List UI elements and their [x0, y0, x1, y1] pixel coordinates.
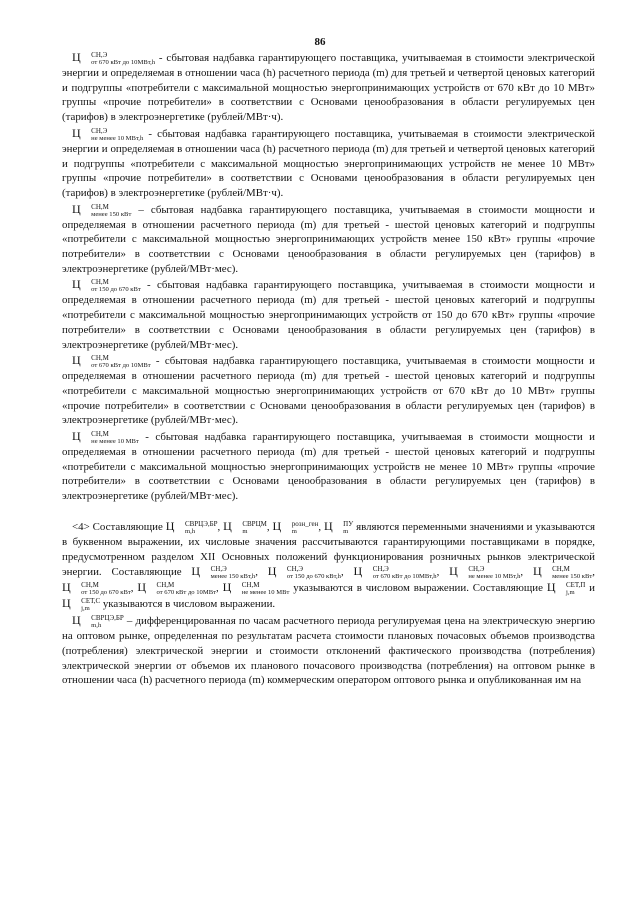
symbol-base: Ц — [62, 596, 71, 611]
symbol-base: Ц — [222, 580, 232, 595]
symbol-subscript: от 670 кВт до 10МВт — [156, 589, 216, 597]
symbol-base: Ц — [137, 580, 147, 595]
symbol-subscript: от 670 кВт до 10МВт,h — [91, 59, 156, 66]
symbol-indices — [147, 582, 216, 596]
symbol-subscript: от 150 до 670 кВт — [91, 286, 141, 294]
definition-paragraph — [62, 277, 595, 352]
symbol-subscript: менее 150 кВт,h — [210, 573, 256, 581]
symbol-indices — [81, 615, 124, 629]
symbol-subscript: не менее 10 МВт — [91, 438, 139, 446]
symbol-subscript: m — [343, 527, 349, 535]
symbol-subscript: m — [242, 527, 248, 535]
symbol-base: Ц — [191, 564, 201, 579]
footnote-text: указываются в числовом выражении. — [100, 598, 276, 611]
symbol-base: Ц — [72, 429, 81, 444]
symbol-superscript: СЕТ,П — [565, 581, 586, 590]
symbol-base: Ц — [546, 580, 556, 595]
paragraph-text: - сбытовая надбавка гарантирующего поставщика, учитываемая в стоимости электрической энергии и определяемая в отношении часа (h) расчетного периода (m) для третьей и четвертой ценовых категорий и подгруппы «потребители с максимальной мощностью энергопринимающих устройств от 670 кВт до 10 МВт» группы «прочие потребители» в соответствии с Основами ценообразования в области регулируемых цен (тарифов) в электроэнергетике (рублей/МВт·ч). — [62, 52, 595, 124]
symbol-base: Ц — [449, 564, 458, 579]
paragraph-text: - сбытовая надбавка гарантирующего поставщика, учитываемая в стоимости мощности и определяемая в отношении расчетного периода (m) для третьей - шестой ценовых категорий и подгруппы «потребители с максимальной мощностью энергопринимающих устройств от 670 кВт до 10 МВт» группы «прочие потребители» в соответствии с Основами ценообразования в области регулируемых цен (тарифов) в электроэнергетике (рублей/МВт·мес). — [62, 355, 595, 427]
symbol-superscript: ПУ — [343, 519, 354, 528]
formula-symbol — [449, 564, 521, 581]
symbol-base: Ц — [72, 353, 81, 368]
symbol-indices — [277, 566, 341, 580]
symbol-superscript: розн_ген — [291, 519, 319, 528]
footnote-text: являются переменными значениями и указываются в буквенном выражении, их числовые значения рассчитываются гарантирующими поставщиками в порядке, предусмотренном разделом XII Основных положений функционирования розничных рынков электрической энергии. Составляющие — [62, 520, 596, 579]
symbol-subscript: от 670 кВт до 10МВт — [91, 362, 151, 370]
symbol-indices — [458, 566, 520, 580]
page-body — [62, 50, 595, 689]
symbol-superscript: СН,М — [91, 202, 109, 211]
symbol-superscript: СН,М — [91, 430, 109, 439]
symbol-indices — [363, 566, 437, 580]
symbol-superscript: СН,М — [241, 581, 260, 590]
paragraph-text: - сбытовая надбавка гарантирующего поставщика, учитываемая в стоимости мощности и определяемая в отношении расчетного периода (m) для третьей - шестой ценовых категорий и подгруппы «потребители с максимальной мощностью энергопринимающих устройств не менее 10 МВт» группы «прочие потребители» в соответствии с Основами ценообразования в области регулируемых цен (тарифов) в электроэнергетике (рублей/МВт·мес). — [62, 431, 595, 503]
formula-symbol — [353, 564, 437, 581]
symbol-base: Ц — [62, 580, 71, 595]
formula-symbol — [223, 519, 267, 533]
symbol-indices — [556, 582, 585, 596]
symbol-base: Ц — [532, 564, 542, 579]
symbol-subscript: не менее 10 МВт — [241, 589, 290, 597]
symbol-base: Ц — [72, 201, 81, 216]
symbol-subscript: j,m — [81, 605, 90, 613]
symbol-superscript: СН,М — [552, 565, 570, 574]
footnote-4: <4> Составляющие Ц СВРЦЭ,БР m,h , Ц СВРЦМ m , Ц розн_ген m , Ц ПУ m являются переменными значениями и указываются в буквенном выражении, их числовые значения рассчитываются гарантирующими поставщиками в порядке, предусмотренном разделом XII Основных положений функционирования розничных рынков электрической энергии. Составляющие Ц СН,Э менее 150 кВт,h , Ц СН,Э от 150 до 670 кВт,h , Ц СН,Э от 670 кВт до 10МВт,h , Ц СН,Э не менее 10 МВт,h , Ц СН,М менее 150 кВт , Ц СН,М от 150 до 670 кВт , Ц СН,М от 670 кВт до 10МВт , Ц СН,М не менее 10 МВт указываются в числовом выражении. Составляющие Ц СЕТ,П j,m и Ц СЕТ,С j,m указываются в числовом выражении. — [62, 518, 596, 613]
symbol-superscript: СН,Э — [286, 565, 304, 574]
formula-symbol — [72, 613, 124, 630]
symbol-indices — [232, 521, 267, 535]
formula-symbol — [72, 50, 155, 64]
symbol-superscript: СВРЦМ — [242, 519, 267, 528]
symbol-base: Ц — [324, 518, 333, 533]
symbol-subscript: m,h — [91, 622, 102, 630]
symbol-indices — [81, 204, 131, 218]
formula-symbol — [532, 564, 593, 581]
formula-symbol — [72, 277, 141, 294]
symbol-indices — [282, 521, 319, 535]
footnote-text: и — [585, 582, 595, 595]
symbol-base: Ц — [267, 564, 277, 579]
symbol-subscript: от 670 кВт до 10МВт,h — [372, 573, 437, 581]
definition-paragraph — [62, 50, 595, 125]
footnote-text: указываются в числовом выражении. Составляющие — [289, 582, 547, 595]
symbol-superscript: СВРЦЭ,БР — [91, 614, 124, 623]
formula-symbol — [166, 519, 218, 533]
symbol-superscript: СН,М — [91, 354, 109, 363]
paragraph-text: - сбытовая надбавка гарантирующего поставщика, учитываемая в стоимости электрической энергии и определяемая в отношении часа (h) расчетного периода (m) для третьей и четвертой ценовых категорий и подгруппы «потребители с максимальной мощностью энергопринимающих устройств не менее 10 МВт» группы «прочие потребители» в соответствии с Основами ценообразования в области регулируемых цен (тарифов) в электроэнергетике (рублей/МВт·ч). — [62, 127, 595, 199]
symbol-subscript: от 150 до 670 кВт,h — [286, 573, 341, 581]
formula-symbol — [62, 596, 101, 613]
formula-symbol — [222, 580, 290, 597]
symbol-indices — [71, 598, 100, 612]
formula-symbol — [273, 519, 319, 533]
symbol-indices — [81, 52, 155, 66]
symbol-subscript: менее 150 кВт — [91, 210, 132, 218]
symbol-superscript: СН,Э — [468, 565, 485, 574]
definition-paragraph — [62, 429, 595, 504]
symbol-superscript: СН,М — [156, 581, 175, 590]
symbol-indices — [81, 279, 141, 293]
symbol-indices — [175, 521, 218, 535]
definition-paragraph — [62, 613, 595, 688]
symbol-indices — [542, 566, 592, 580]
symbol-subscript: менее 150 кВт — [552, 573, 593, 581]
formula-symbol — [267, 564, 341, 581]
symbol-indices — [201, 566, 256, 580]
symbol-superscript: СН,Э — [91, 51, 108, 59]
symbol-base: Ц — [272, 518, 282, 533]
symbol-base: Ц — [72, 277, 81, 292]
formula-symbol — [72, 202, 131, 216]
symbol-superscript: СЕТ,С — [81, 597, 101, 606]
symbol-superscript: СВРЦЭ,БР — [184, 519, 218, 528]
symbol-superscript: СН,Э — [210, 565, 227, 574]
formula-symbol — [546, 580, 586, 597]
formula-symbol — [72, 126, 143, 140]
symbol-subscript: m,h — [184, 527, 196, 535]
symbol-indices — [232, 582, 290, 596]
symbol-superscript: СН,Э — [91, 126, 108, 135]
symbol-subscript: j,m — [565, 589, 575, 597]
definition-paragraph — [62, 126, 595, 201]
page-number: 86 — [314, 36, 326, 48]
footnote-text: <4> Составляющие — [72, 520, 166, 533]
symbol-indices — [71, 582, 131, 596]
formula-symbol — [72, 353, 151, 370]
paragraph-text: – дифференцированная по часам расчетного периода регулируемая цена на электрическую энергию на оптовом рынке, определенная по результатам расчета стоимости плановых почасовых объемов производства (потребления) электрической энергии и стоимости отклонений фактического производства (потребления) электрической энергии от объемов их планового почасового производства (потребления) на оптовом рынке в отношении часа (h) расчетного периода (m) коммерческим оператором оптового рынка и опубликованная им на — [62, 615, 595, 687]
symbol-base: Ц — [72, 50, 81, 64]
formula-symbol — [72, 429, 139, 446]
paragraph-text: – сбытовая надбавка гарантирующего поставщика, учитываемая в стоимости мощности и определяемая в отношении расчетного периода (m) для третьей - шестой ценовых категорий и подгруппы «потребители с максимальной мощностью энергопринимающих устройств менее 150 кВт» группы «прочие потребители» в соответствии с Основами ценообразования в области регулируемых цен (тарифов) в электроэнергетике (рублей/МВт·мес). — [62, 203, 595, 275]
symbol-indices — [81, 431, 139, 445]
formula-symbol — [62, 580, 131, 597]
symbol-base: Ц — [72, 613, 81, 628]
symbol-base: Ц — [72, 125, 81, 140]
symbol-subscript: m — [291, 527, 297, 535]
definition-paragraph — [62, 353, 595, 428]
symbol-subscript: от 150 до 670 кВт — [81, 589, 131, 597]
paragraph-text: - сбытовая надбавка гарантирующего поставщика, учитываемая в стоимости мощности и определяемая в отношении расчетного периода (m) для третьей - шестой ценовых категорий и подгруппы «потребители с максимальной мощностью энергопринимающих устройств от 150 до 670 кВт» группы «прочие потребители» в соответствии с Основами ценообразования в области регулируемых цен (тарифов) в электроэнергетике (рублей/МВт·мес). — [62, 279, 595, 351]
symbol-indices — [81, 128, 143, 142]
formula-symbol — [324, 519, 353, 533]
symbol-base: Ц — [353, 564, 363, 579]
symbol-indices — [81, 355, 150, 369]
symbol-indices — [333, 521, 353, 535]
definition-paragraph — [62, 202, 595, 277]
symbol-subscript: не менее 10 МВт,h — [91, 134, 144, 142]
symbol-superscript: СН,М — [81, 581, 99, 590]
symbol-base: Ц — [165, 518, 175, 533]
symbol-superscript: СН,Э — [372, 565, 389, 574]
formula-symbol — [137, 580, 216, 597]
symbol-base: Ц — [223, 518, 232, 533]
formula-symbol — [191, 564, 256, 581]
symbol-subscript: не менее 10 МВт,h — [468, 573, 521, 581]
symbol-superscript: СН,М — [91, 278, 109, 287]
paragraph-gap — [62, 505, 595, 519]
